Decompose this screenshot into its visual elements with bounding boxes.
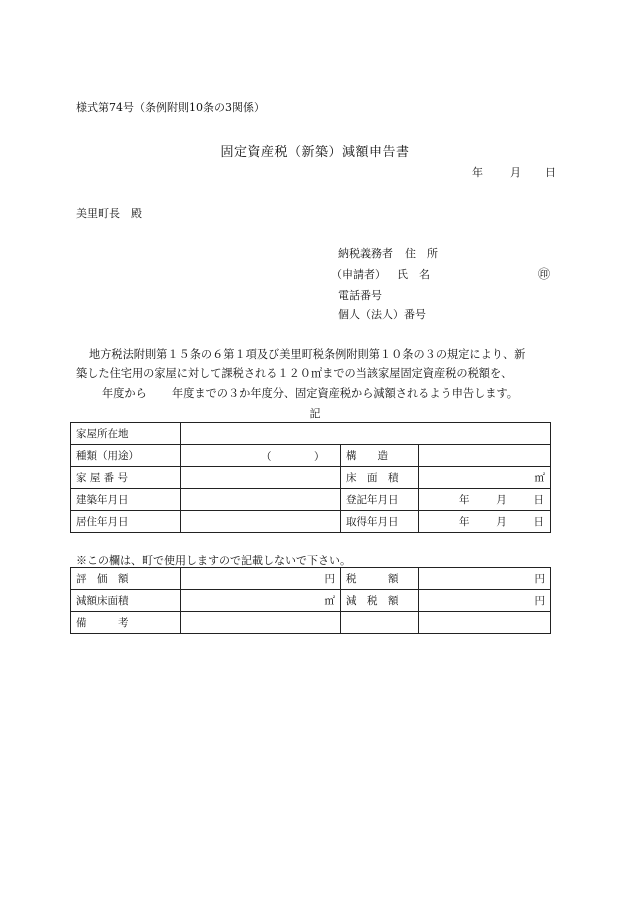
type-paren-close: ） bbox=[314, 450, 325, 463]
date-year: 年 bbox=[472, 166, 483, 179]
date-month: 月 bbox=[510, 166, 521, 179]
location-label: 家屋所在地 bbox=[71, 423, 181, 445]
type-field[interactable] bbox=[181, 445, 341, 467]
floor-area-field[interactable] bbox=[419, 467, 551, 489]
table-row bbox=[71, 568, 551, 590]
declaration-line-3-end: 年度までの３か年度分、固定資産税から減額されるよう申告します。 bbox=[172, 387, 518, 400]
table-row bbox=[71, 590, 551, 612]
residence-date-label: 居住年月日 bbox=[71, 511, 181, 533]
reduced-tax-field bbox=[419, 590, 551, 612]
phone-label: 電話番号 bbox=[338, 289, 382, 302]
table-row bbox=[71, 467, 551, 489]
declaration-line-3-start: 年度から bbox=[102, 387, 147, 400]
type-label: 種類（用途） bbox=[71, 445, 181, 467]
year-unit: 年 bbox=[459, 494, 470, 506]
address-label: 住 所 bbox=[405, 247, 438, 260]
taxpayer-label: 納税義務者 bbox=[338, 247, 393, 260]
remarks-field-extra-2 bbox=[419, 612, 551, 634]
date-day: 日 bbox=[545, 166, 556, 179]
house-info-table bbox=[70, 422, 551, 533]
reduced-area-label: 減額床面積 bbox=[71, 590, 181, 612]
declaration-line-1: 地方税法附則第１５条の６第１項及び美里町税条例附則第１０条の３の規定により、新 bbox=[89, 348, 526, 361]
table-row bbox=[71, 445, 551, 467]
house-number-field[interactable] bbox=[181, 467, 341, 489]
registration-date-field[interactable] bbox=[419, 489, 551, 511]
reduced-tax-label: 減 税 額 bbox=[341, 590, 419, 612]
built-date-field[interactable] bbox=[181, 489, 341, 511]
personal-number-label: 個人（法人）番号 bbox=[338, 308, 426, 321]
house-number-label: 家 屋 番 号 bbox=[71, 467, 181, 489]
valuation-field bbox=[181, 568, 341, 590]
ki-heading: 記 bbox=[309, 407, 321, 420]
table-row bbox=[71, 423, 551, 445]
declaration-line-2: 築した住宅用の家屋に対して課税される１２０㎡までの当該家屋固定資産税の税額を、 bbox=[76, 367, 513, 380]
yen-unit: 円 bbox=[534, 595, 545, 607]
yen-unit: 円 bbox=[534, 573, 545, 585]
table-row bbox=[71, 489, 551, 511]
addressee: 美里町長 殿 bbox=[76, 207, 142, 220]
acquisition-date-field[interactable] bbox=[419, 511, 551, 533]
sqm-unit: ㎡ bbox=[324, 595, 335, 607]
day-unit: 日 bbox=[533, 516, 545, 528]
sqm-unit: ㎡ bbox=[534, 472, 546, 484]
residence-date-field[interactable] bbox=[181, 511, 341, 533]
reduced-area-field bbox=[181, 590, 341, 612]
table-row bbox=[71, 511, 551, 533]
remarks-field bbox=[181, 612, 341, 634]
floor-area-label: 床 面 積 bbox=[341, 467, 419, 489]
office-use-table bbox=[70, 567, 551, 634]
form-title: 固定資産税（新築）減額申告書 bbox=[220, 145, 410, 160]
valuation-label: 評 価 額 bbox=[71, 568, 181, 590]
type-paren-open: （ bbox=[261, 450, 272, 463]
month-unit: 月 bbox=[496, 516, 507, 528]
remarks-field-extra bbox=[341, 612, 419, 634]
remarks-label: 備 考 bbox=[71, 612, 181, 634]
yen-unit: 円 bbox=[324, 573, 335, 585]
day-unit: 日 bbox=[533, 494, 545, 506]
built-date-label: 建築年月日 bbox=[71, 489, 181, 511]
year-unit: 年 bbox=[459, 516, 470, 528]
structure-label: 構 造 bbox=[341, 445, 419, 467]
tax-label: 税 額 bbox=[341, 568, 419, 590]
month-unit: 月 bbox=[496, 494, 507, 506]
office-use-note: ※この欄は、町で使用しますので記載しないで下さい。 bbox=[76, 554, 351, 567]
table-row bbox=[71, 612, 551, 634]
form-number: 様式第74号（条例附則10条の3関係） bbox=[76, 101, 265, 114]
tax-field bbox=[419, 568, 551, 590]
location-field[interactable] bbox=[181, 423, 551, 445]
structure-field[interactable] bbox=[419, 445, 551, 467]
applicant-paren: （申請者） bbox=[331, 268, 386, 281]
seal-mark: ㊞ bbox=[538, 267, 551, 281]
name-label: 氏 名 bbox=[397, 268, 430, 281]
acquisition-date-label: 取得年月日 bbox=[341, 511, 419, 533]
registration-date-label: 登記年月日 bbox=[341, 489, 419, 511]
